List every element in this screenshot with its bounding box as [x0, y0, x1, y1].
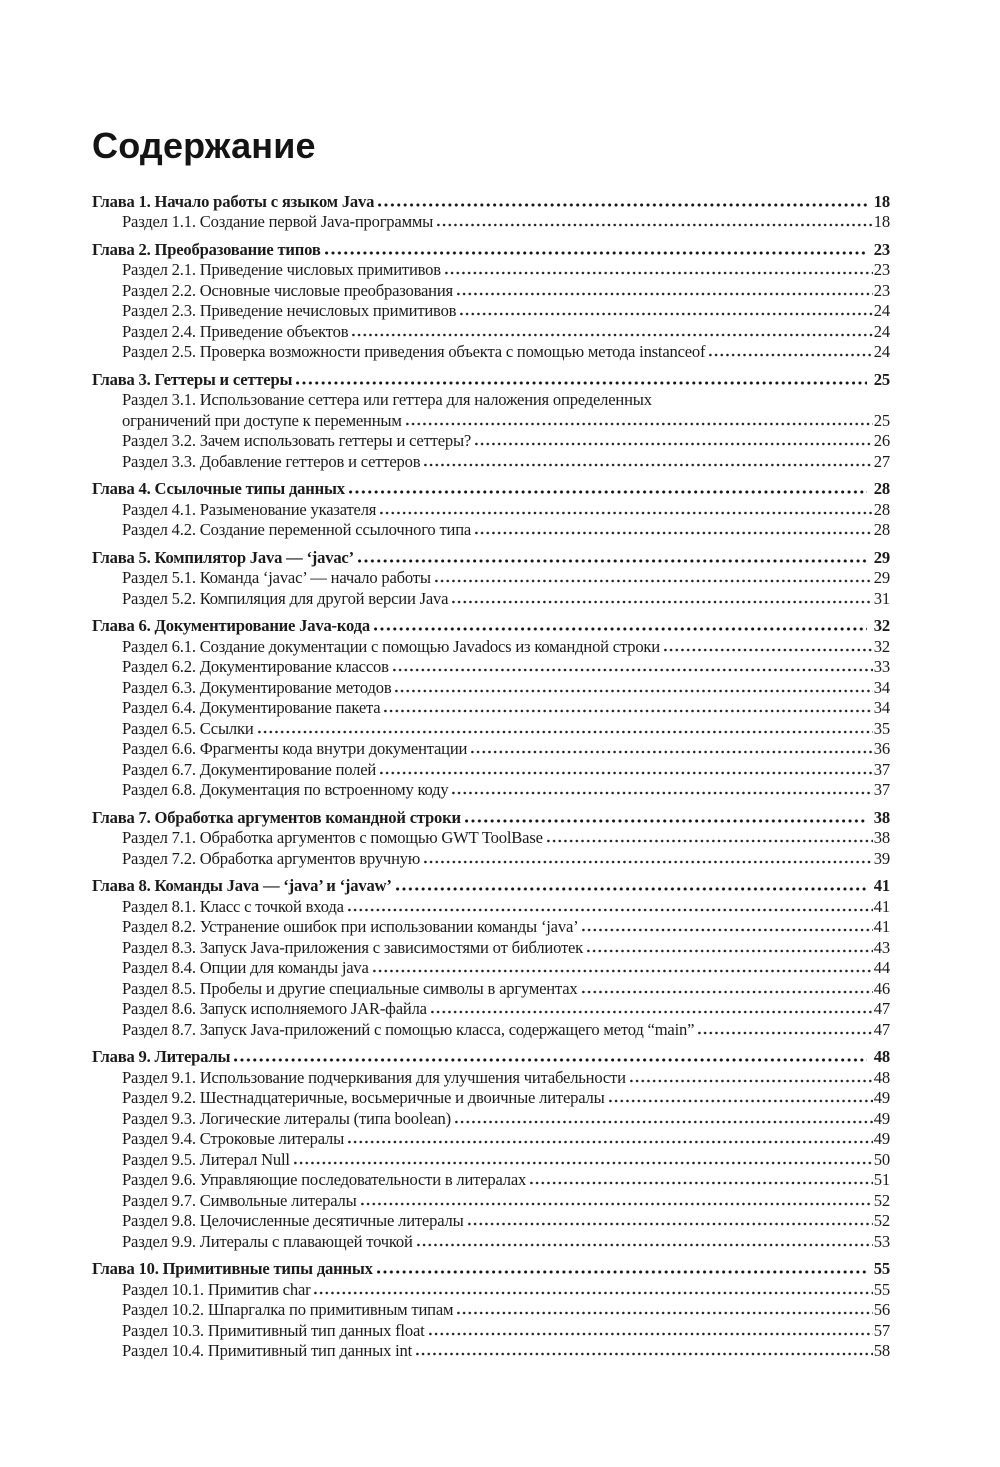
page-number: 44 [873, 958, 890, 978]
dot-leader [630, 1079, 873, 1083]
entry-title: Раздел 6.3. Документирование методов [122, 677, 392, 697]
page-number: 37 [873, 780, 890, 800]
page-number: 33 [873, 657, 890, 677]
dot-leader [460, 312, 872, 316]
toc-section-entry-line1 [92, 390, 890, 411]
page-number: 55 [873, 1259, 890, 1279]
toc-chapter-entry [92, 1047, 890, 1068]
dot-leader [709, 353, 872, 357]
entry-title: Раздел 10.1. Примитив char [122, 1279, 311, 1299]
entry-title: Раздел 6.4. Документирование пакета [122, 698, 381, 718]
entry-title: Раздел 10.3. Примитивный тип данных float [122, 1320, 425, 1340]
dot-leader [296, 381, 867, 385]
entry-title: Раздел 7.2. Обработка аргументов вручную [122, 848, 421, 868]
page-number: 57 [873, 1320, 890, 1340]
toc-section-entry [92, 452, 890, 473]
toc-section-entry [92, 342, 890, 363]
dot-leader [234, 1058, 867, 1062]
dot-leader [384, 709, 872, 713]
dot-leader [349, 490, 867, 494]
entry-title: Раздел 7.1. Обработка аргументов с помощью GWT ToolBase [122, 828, 543, 848]
entry-title: Раздел 3.1. Использование сеттера или геттера для наложения определенных [122, 390, 652, 410]
entry-title: Раздел 9.6. Управляющие последовательности в литералах [122, 1170, 527, 1190]
entry-title: Глава 9. Литералы [92, 1047, 231, 1067]
dot-leader [455, 1120, 873, 1124]
dot-leader [378, 203, 867, 207]
toc-section-entry [92, 411, 890, 432]
entry-title: Глава 4. Ссылочные типы данных [92, 479, 345, 499]
entry-title: Раздел 8.2. Устранение ошибок при использовании команды ‘java’ [122, 917, 579, 937]
toc-section-entry [92, 938, 890, 959]
dot-leader [294, 1161, 873, 1165]
page-number: 31 [873, 588, 890, 608]
dot-leader [468, 1222, 873, 1226]
toc-section-entry [92, 999, 890, 1020]
page-number: 41 [873, 896, 890, 916]
page-number: 51 [873, 1170, 890, 1190]
page-number: 34 [873, 698, 890, 718]
page-number: 49 [873, 1108, 890, 1128]
entry-title: ограничений при доступе к переменным [122, 410, 402, 430]
entry-title: Раздел 6.8. Документация по встроенному коду [122, 780, 449, 800]
dot-leader [348, 1140, 873, 1144]
entry-title: Раздел 3.3. Добавление геттеров и сеттеров [122, 451, 421, 471]
toc-section-entry [92, 678, 890, 699]
page-number: 55 [873, 1279, 890, 1299]
toc-section-entry [92, 500, 890, 521]
dot-leader [471, 750, 873, 754]
dot-leader [352, 333, 872, 337]
page-number: 18 [873, 191, 890, 211]
dot-leader [406, 422, 873, 426]
toc-section-entry [92, 1088, 890, 1109]
dot-leader [348, 908, 873, 912]
page-number: 29 [873, 568, 890, 588]
entry-title: Глава 7. Обработка аргументов командной строки [92, 807, 461, 827]
page-number: 38 [873, 828, 890, 848]
entry-title: Раздел 9.3. Логические литералы (типа boolean) [122, 1108, 451, 1128]
dot-leader [582, 928, 872, 932]
table-of-contents [92, 192, 890, 1362]
entry-title: Раздел 8.1. Класс с точкой входа [122, 896, 344, 916]
page-number: 27 [873, 451, 890, 471]
dot-leader [452, 600, 873, 604]
entry-title: Раздел 9.9. Литералы с плавающей точкой [122, 1231, 413, 1251]
page-number: 41 [873, 917, 890, 937]
dot-leader [377, 1270, 867, 1274]
entry-title: Раздел 6.7. Документирование полей [122, 759, 377, 779]
toc-section-entry [92, 1321, 890, 1342]
dot-leader [475, 442, 873, 446]
dot-leader [698, 1031, 873, 1035]
page-number: 23 [873, 239, 890, 259]
entry-title: Раздел 8.6. Запуск исполняемого JAR-файла [122, 999, 427, 1019]
toc-chapter-entry [92, 370, 890, 391]
toc-chapter-entry [92, 548, 890, 569]
page-number: 29 [873, 547, 890, 567]
entry-title: Раздел 8.5. Пробелы и другие специальные символы в аргументах [122, 978, 578, 998]
dot-leader [445, 271, 873, 275]
dot-leader [396, 887, 867, 891]
page-number: 36 [873, 739, 890, 759]
page-number: 48 [873, 1067, 890, 1087]
page-number: 35 [873, 718, 890, 738]
page-number: 58 [873, 1341, 890, 1361]
toc-section-entry [92, 739, 890, 760]
dot-leader [587, 949, 873, 953]
page-number: 47 [873, 999, 890, 1019]
toc-section-entry [92, 760, 890, 781]
entry-title: Раздел 8.4. Опции для команды java [122, 958, 369, 978]
dot-leader [547, 839, 873, 843]
toc-section-entry [92, 260, 890, 281]
toc-section-entry [92, 1020, 890, 1041]
toc-section-entry [92, 719, 890, 740]
page-number: 41 [873, 876, 890, 896]
toc-section-entry [92, 849, 890, 870]
dot-leader [582, 990, 873, 994]
page-number: 23 [873, 280, 890, 300]
dot-leader [431, 1010, 873, 1014]
toc-section-entry [92, 1129, 890, 1150]
toc-section-entry [92, 568, 890, 589]
toc-section-entry [92, 828, 890, 849]
toc-section-entry [92, 1191, 890, 1212]
toc-section-entry [92, 301, 890, 322]
toc-chapter-entry [92, 192, 890, 213]
dot-leader [452, 791, 872, 795]
entry-title: Раздел 6.5. Ссылки [122, 718, 254, 738]
page-number: 18 [873, 212, 890, 232]
dot-leader [393, 668, 873, 672]
toc-section-entry [92, 589, 890, 610]
toc-section-entry [92, 637, 890, 658]
page-number: 25 [873, 369, 890, 389]
toc-section-entry [92, 1068, 890, 1089]
toc-chapter-entry [92, 1259, 890, 1280]
entry-title: Глава 1. Начало работы с языком Java [92, 191, 375, 211]
dot-leader [475, 531, 873, 535]
page-number: 26 [873, 431, 890, 451]
toc-section-entry [92, 1280, 890, 1301]
entry-title: Раздел 5.2. Компиляция для другой версии Java [122, 588, 449, 608]
page-number: 23 [873, 260, 890, 280]
dot-leader [373, 969, 873, 973]
dot-leader [314, 1291, 872, 1295]
page-number: 25 [873, 410, 890, 430]
page-number: 52 [873, 1190, 890, 1210]
page-number: 50 [873, 1149, 890, 1169]
entry-title: Раздел 2.1. Приведение числовых примитивов [122, 260, 441, 280]
toc-chapter-entry [92, 240, 890, 261]
entry-title: Глава 5. Компилятор Java — ‘javac’ [92, 547, 354, 567]
entry-title: Глава 2. Преобразование типов [92, 239, 321, 259]
toc-section-entry [92, 1211, 890, 1232]
entry-title: Раздел 2.3. Приведение нечисловых примитивов [122, 301, 457, 321]
entry-title: Раздел 9.2. Шестнадцатеричные, восьмеричные и двоичные литералы [122, 1088, 605, 1108]
toc-section-entry [92, 212, 890, 233]
toc-section-entry [92, 1300, 890, 1321]
entry-title: Глава 8. Команды Java — ‘java’ и ‘javaw’ [92, 876, 392, 896]
page-number: 28 [873, 520, 890, 540]
dot-leader [361, 1202, 873, 1206]
toc-section-entry [92, 1232, 890, 1253]
entry-title: Раздел 8.7. Запуск Java-приложений с помощью класса, содержащего метод “main” [122, 1019, 695, 1039]
dot-leader [437, 223, 873, 227]
page-number: 28 [873, 479, 890, 499]
toc-section-entry [92, 897, 890, 918]
entry-title: Раздел 5.1. Команда ‘javac’ — начало работы [122, 568, 431, 588]
entry-title: Раздел 9.4. Строковые литералы [122, 1129, 345, 1149]
toc-section-entry [92, 657, 890, 678]
page-number: 53 [873, 1231, 890, 1251]
entry-title: Раздел 9.7. Символьные литералы [122, 1190, 357, 1210]
dot-leader [530, 1181, 873, 1185]
entry-title: Раздел 3.2. Зачем использовать геттеры и сеттеры? [122, 431, 472, 451]
toc-section-entry [92, 1109, 890, 1130]
page-number: 49 [873, 1129, 890, 1149]
entry-title: Раздел 10.4. Примитивный тип данных int [122, 1341, 413, 1361]
page-number: 28 [873, 499, 890, 519]
toc-chapter-entry [92, 479, 890, 500]
toc-section-entry [92, 698, 890, 719]
dot-leader [435, 579, 873, 583]
page-number: 56 [873, 1300, 890, 1320]
toc-chapter-entry [92, 808, 890, 829]
dot-leader [609, 1099, 873, 1103]
entry-title: Глава 10. Примитивные типы данных [92, 1259, 373, 1279]
entry-title: Раздел 4.1. Разыменование указателя [122, 499, 377, 519]
page-number: 43 [873, 937, 890, 957]
entry-title: Раздел 10.2. Шпаргалка по примитивным типам [122, 1300, 454, 1320]
entry-title: Раздел 2.4. Приведение объектов [122, 321, 349, 341]
dot-leader [325, 251, 867, 255]
toc-section-entry [92, 958, 890, 979]
dot-leader [457, 292, 873, 296]
page-number: 38 [873, 807, 890, 827]
entry-title: Раздел 9.1. Использование подчеркивания для улучшения читабельности [122, 1067, 626, 1087]
dot-leader [417, 1243, 873, 1247]
entry-title: Раздел 9.5. Литерал Null [122, 1149, 290, 1169]
entry-title: Глава 6. Документирование Java-кода [92, 616, 370, 636]
toc-section-entry [92, 322, 890, 343]
entry-title: Раздел 9.8. Целочисленные десятичные литералы [122, 1211, 464, 1231]
toc-section-entry [92, 281, 890, 302]
page-number: 24 [873, 342, 890, 362]
page-number: 37 [873, 759, 890, 779]
toc-section-entry [92, 1170, 890, 1191]
toc-chapter-entry [92, 876, 890, 897]
entry-title: Раздел 8.3. Запуск Java-приложения с зависимостями от библиотек [122, 937, 584, 957]
dot-leader [380, 771, 873, 775]
page-title: Содержание [92, 125, 316, 166]
entry-title: Раздел 6.2. Документирование классов [122, 657, 389, 677]
entry-title: Раздел 2.2. Основные числовые преобразования [122, 280, 453, 300]
dot-leader [258, 730, 873, 734]
page-number: 46 [873, 978, 890, 998]
entry-title: Раздел 2.5. Проверка возможности приведения объекта с помощью метода instanceof [122, 342, 706, 362]
dot-leader [457, 1311, 872, 1315]
dot-leader [358, 559, 867, 563]
toc-section-entry [92, 917, 890, 938]
toc-section-entry [92, 979, 890, 1000]
dot-leader [374, 627, 867, 631]
dot-leader [664, 648, 873, 652]
toc-section-entry [92, 431, 890, 452]
dot-leader [465, 819, 867, 823]
entry-title: Глава 3. Геттеры и сеттеры [92, 369, 293, 389]
entry-title: Раздел 4.2. Создание переменной ссылочного типа [122, 520, 472, 540]
page-number: 52 [873, 1211, 890, 1231]
dot-leader [380, 511, 873, 515]
dot-leader [395, 689, 872, 693]
toc-chapter-entry [92, 616, 890, 637]
dot-leader [429, 1332, 873, 1336]
toc-section-entry [92, 780, 890, 801]
page-number: 24 [873, 321, 890, 341]
page-number: 24 [873, 301, 890, 321]
page-number: 32 [873, 616, 890, 636]
entry-title: Раздел 6.1. Создание документации с помощью Javadocs из командной строки [122, 636, 660, 656]
entry-title: Раздел 1.1. Создание первой Java-программы [122, 212, 434, 232]
toc-section-entry [92, 520, 890, 541]
page-number: 49 [873, 1088, 890, 1108]
dot-leader [424, 860, 873, 864]
dot-leader [416, 1352, 873, 1356]
page-number: 34 [873, 677, 890, 697]
page-number: 32 [873, 636, 890, 656]
dot-leader [424, 463, 872, 467]
page-number: 39 [873, 848, 890, 868]
page-number: 48 [873, 1047, 890, 1067]
toc-section-entry [92, 1341, 890, 1362]
page-number: 47 [873, 1019, 890, 1039]
entry-title: Раздел 6.6. Фрагменты кода внутри документации [122, 739, 468, 759]
toc-section-entry [92, 1150, 890, 1171]
